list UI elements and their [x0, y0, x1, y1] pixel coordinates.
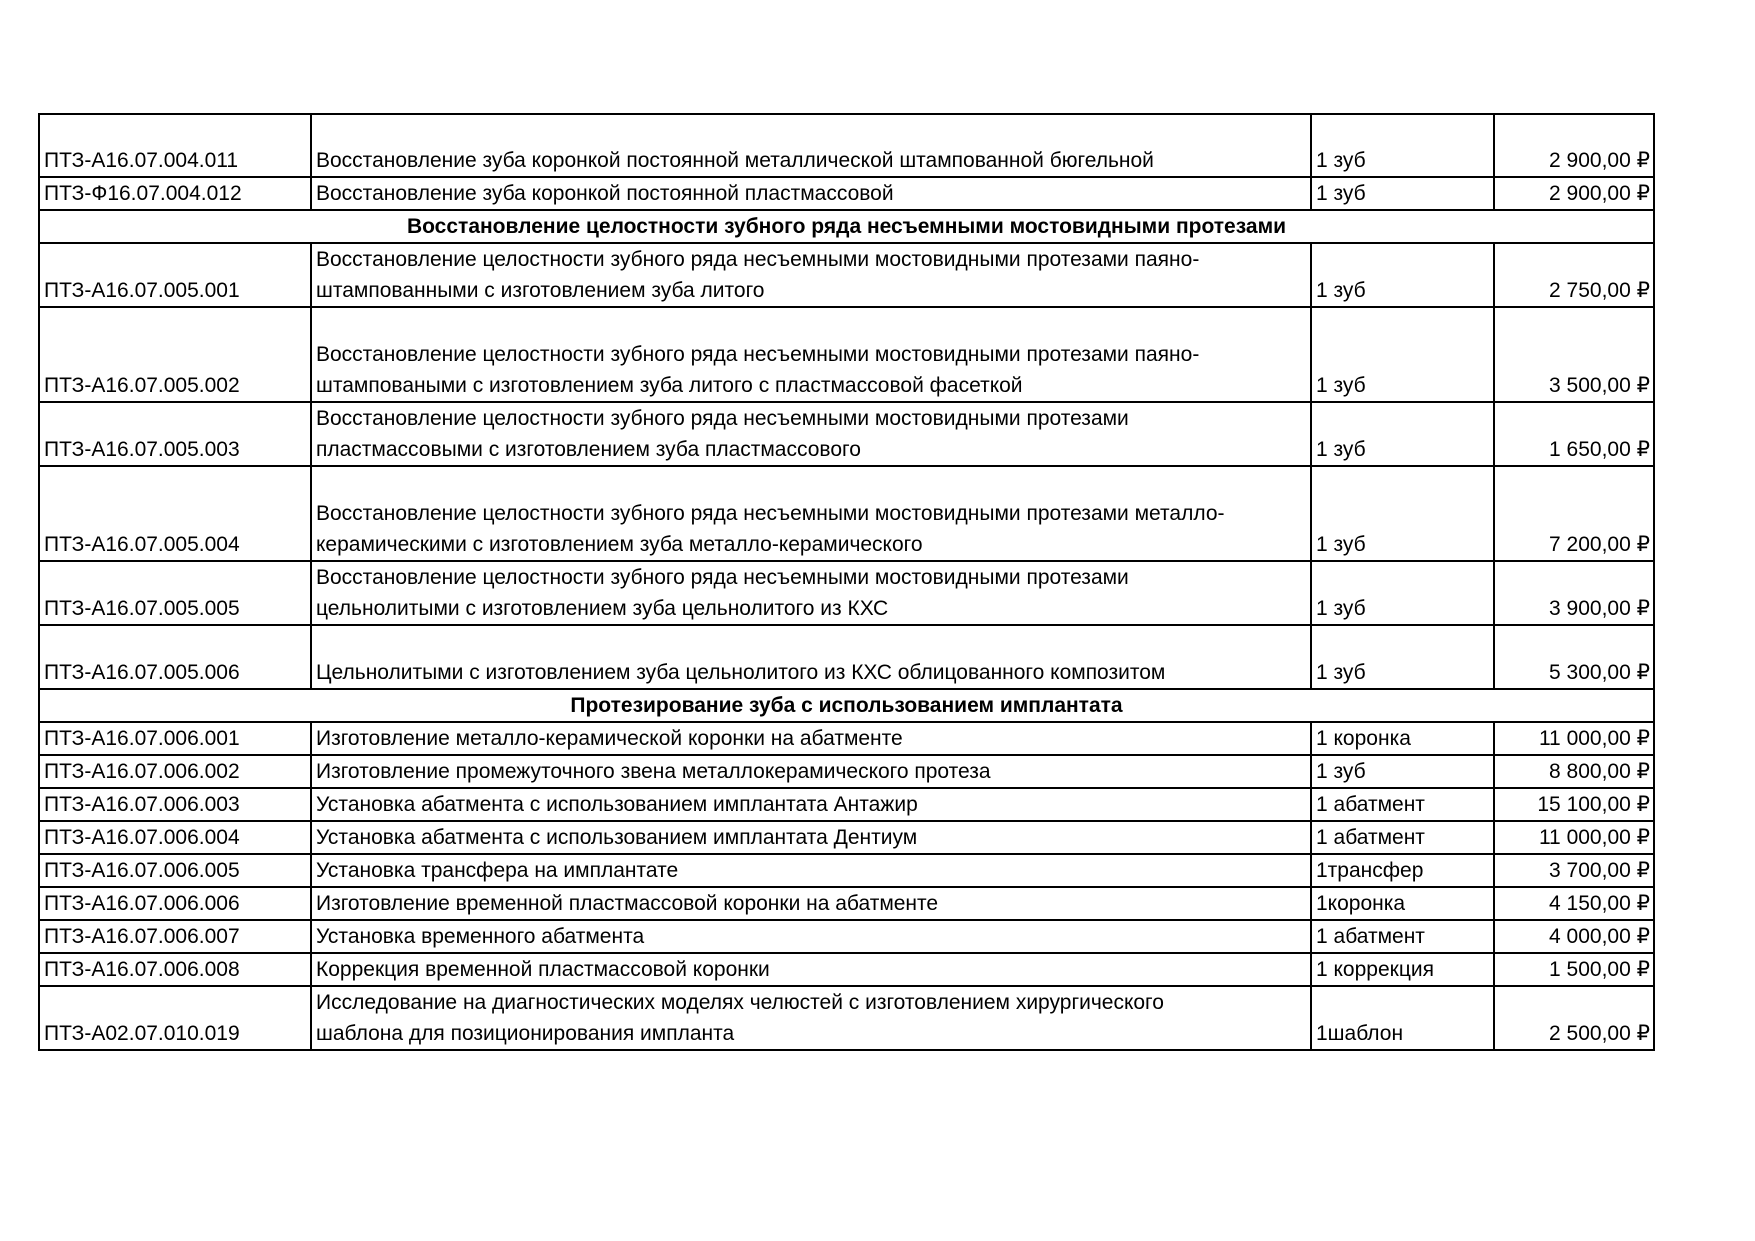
service-code: ПТЗ-А16.07.006.006 — [39, 887, 311, 920]
service-name — [311, 986, 1311, 1050]
section-title: Протезирование зуба с использованием имплантата — [39, 689, 1654, 722]
service-unit: 1 зуб — [1311, 114, 1494, 177]
service-name-line: Цельнолитыми с изготовлением зуба цельнолитого из КХС облицованного композитом — [316, 661, 1166, 684]
service-name-line: Восстановление зуба коронкой постоянной пластмассовой — [316, 182, 894, 205]
service-unit: 1 зуб — [1311, 625, 1494, 689]
service-unit: 1 зуб — [1311, 243, 1494, 307]
service-name-line: керамическими с изготовлением зуба металло-керамического — [316, 533, 923, 556]
service-code: ПТЗ-А16.07.005.002 — [39, 307, 311, 402]
service-name — [311, 920, 1311, 953]
service-name — [311, 402, 1311, 466]
service-name-line: шаблона для позиционирования импланта — [316, 1022, 735, 1045]
service-name-line: Изготовление временной пластмассовой коронки на абатменте — [316, 892, 939, 915]
table-row — [39, 953, 1654, 986]
service-name — [311, 854, 1311, 887]
service-name — [311, 243, 1311, 307]
service-code: ПТЗ-Ф16.07.004.012 — [39, 177, 311, 210]
service-name — [311, 307, 1311, 402]
section-header-row — [39, 210, 1654, 243]
service-name — [311, 755, 1311, 788]
service-name-line: Изготовление промежуточного звена металлокерамического протеза — [316, 760, 991, 783]
service-name — [311, 625, 1311, 689]
service-unit: 1коронка — [1311, 887, 1494, 920]
service-name-line — [316, 467, 1306, 498]
table-row — [39, 243, 1654, 307]
table-row — [39, 114, 1654, 177]
service-unit: 1 зуб — [1311, 466, 1494, 561]
service-code: ПТЗ-А16.07.006.003 — [39, 788, 311, 821]
section-title: Восстановление целостности зубного ряда несъемными мостовидными протезами — [39, 210, 1654, 243]
section-header-row — [39, 689, 1654, 722]
service-name-line: Установка абатмента с использованием имплантата Дентиум — [316, 826, 918, 849]
service-code: ПТЗ-А16.07.004.011 — [39, 114, 311, 177]
service-price: 4 000,00 ₽ — [1494, 920, 1654, 953]
service-unit: 1 зуб — [1311, 402, 1494, 466]
service-unit: 1 зуб — [1311, 561, 1494, 625]
service-name — [311, 821, 1311, 854]
service-name-line: Восстановление целостности зубного ряда несъемными мостовидными протезами паяно- — [316, 248, 1200, 271]
service-code: ПТЗ-А16.07.006.007 — [39, 920, 311, 953]
table-row — [39, 722, 1654, 755]
service-code: ПТЗ-А16.07.006.002 — [39, 755, 311, 788]
service-code: ПТЗ-А16.07.006.005 — [39, 854, 311, 887]
service-name-line: Восстановление целостности зубного ряда несъемными мостовидными протезами — [316, 407, 1129, 430]
service-name-line: Установка временного абатмента — [316, 925, 645, 948]
service-code: ПТЗ-А16.07.006.004 — [39, 821, 311, 854]
service-unit: 1 абатмент — [1311, 821, 1494, 854]
table-row — [39, 755, 1654, 788]
service-code: ПТЗ-А16.07.005.001 — [39, 243, 311, 307]
table-row — [39, 402, 1654, 466]
table-row — [39, 920, 1654, 953]
service-name — [311, 722, 1311, 755]
service-price: 8 800,00 ₽ — [1494, 755, 1654, 788]
service-price: 3 700,00 ₽ — [1494, 854, 1654, 887]
service-code: ПТЗ-А02.07.010.019 — [39, 986, 311, 1050]
service-unit: 1 зуб — [1311, 307, 1494, 402]
price-list-body — [39, 114, 1654, 1050]
table-row — [39, 177, 1654, 210]
service-unit: 1 абатмент — [1311, 920, 1494, 953]
service-price: 4 150,00 ₽ — [1494, 887, 1654, 920]
service-name — [311, 887, 1311, 920]
table-row — [39, 854, 1654, 887]
service-price: 2 500,00 ₽ — [1494, 986, 1654, 1050]
service-price: 3 900,00 ₽ — [1494, 561, 1654, 625]
service-price: 2 900,00 ₽ — [1494, 114, 1654, 177]
service-price: 2 750,00 ₽ — [1494, 243, 1654, 307]
service-name-line: Изготовление металло-керамической коронки на абатменте — [316, 727, 903, 750]
service-name-line: цельнолитыми с изготовлением зуба цельнолитого из КХС — [316, 597, 889, 620]
table-row — [39, 625, 1654, 689]
service-name-line: Установка трансфера на имплантате — [316, 859, 679, 882]
service-name — [311, 561, 1311, 625]
service-name-line: пластмассовыми с изготовлением зуба пластмассового — [316, 438, 861, 461]
service-price: 5 300,00 ₽ — [1494, 625, 1654, 689]
service-name-line: Исследование на диагностических моделях челюстей с изготовлением хирургического — [316, 991, 1164, 1014]
service-name — [311, 788, 1311, 821]
service-name — [311, 114, 1311, 177]
service-code: ПТЗ-А16.07.005.004 — [39, 466, 311, 561]
service-price: 2 900,00 ₽ — [1494, 177, 1654, 210]
service-code: ПТЗ-А16.07.006.008 — [39, 953, 311, 986]
service-code: ПТЗ-А16.07.005.003 — [39, 402, 311, 466]
table-row — [39, 887, 1654, 920]
service-unit: 1 коррекция — [1311, 953, 1494, 986]
service-name-line: Восстановление зуба коронкой постоянной металлической штампованной бюгельной — [316, 149, 1154, 172]
service-name-line: Восстановление целостности зубного ряда несъемными мостовидными протезами паяно- — [316, 343, 1200, 366]
table-row — [39, 307, 1654, 402]
service-name-line — [316, 308, 1306, 339]
service-price: 1 650,00 ₽ — [1494, 402, 1654, 466]
service-unit: 1шаблон — [1311, 986, 1494, 1050]
service-name-line: Установка абатмента с использованием имплантата Антажир — [316, 793, 918, 816]
service-name-line: штамповаными с изготовлением зуба литого с пластмассовой фасеткой — [316, 374, 1023, 397]
service-name — [311, 953, 1311, 986]
table-row — [39, 986, 1654, 1050]
table-row — [39, 561, 1654, 625]
service-code: ПТЗ-А16.07.005.005 — [39, 561, 311, 625]
service-price: 7 200,00 ₽ — [1494, 466, 1654, 561]
service-price: 1 500,00 ₽ — [1494, 953, 1654, 986]
service-name-line: Коррекция временной пластмассовой коронки — [316, 958, 770, 981]
service-unit: 1 зуб — [1311, 177, 1494, 210]
service-name — [311, 177, 1311, 210]
service-price: 11 000,00 ₽ — [1494, 722, 1654, 755]
service-unit: 1 коронка — [1311, 722, 1494, 755]
service-name-line: Восстановление целостности зубного ряда несъемными мостовидными протезами металло- — [316, 502, 1225, 525]
table-row — [39, 788, 1654, 821]
service-code: ПТЗ-А16.07.006.001 — [39, 722, 311, 755]
service-name-line — [316, 626, 1306, 657]
price-list-table — [38, 113, 1655, 1051]
service-price: 3 500,00 ₽ — [1494, 307, 1654, 402]
table-row — [39, 466, 1654, 561]
service-code: ПТЗ-А16.07.005.006 — [39, 625, 311, 689]
service-name-line: Восстановление целостности зубного ряда несъемными мостовидными протезами — [316, 566, 1129, 589]
service-name-line: штампованными с изготовлением зуба литого — [316, 279, 765, 302]
table-row — [39, 821, 1654, 854]
service-price: 15 100,00 ₽ — [1494, 788, 1654, 821]
service-unit: 1трансфер — [1311, 854, 1494, 887]
service-unit: 1 абатмент — [1311, 788, 1494, 821]
service-name — [311, 466, 1311, 561]
service-price: 11 000,00 ₽ — [1494, 821, 1654, 854]
service-unit: 1 зуб — [1311, 755, 1494, 788]
